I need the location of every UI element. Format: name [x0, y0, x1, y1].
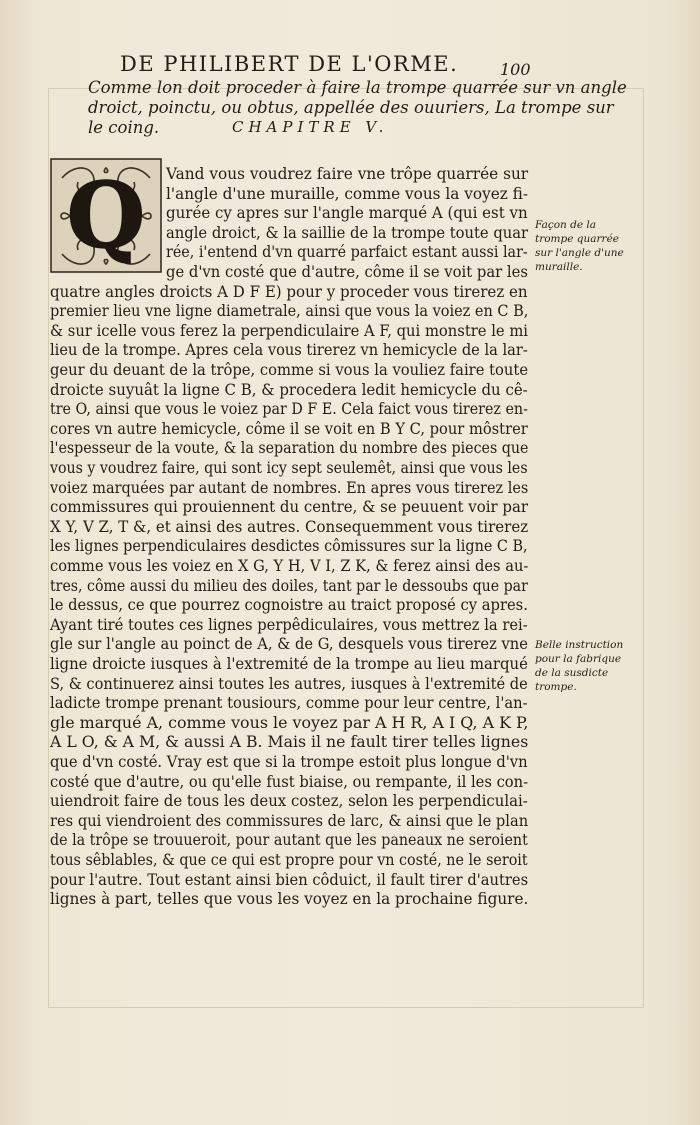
body-line: lignes à part, telles que vous les voyez en la prochaine figure.: [50, 889, 529, 909]
margin-note: Belle instruction pour la fabrique de la susdicte trompe.: [535, 639, 624, 693]
body-line: rée, i'entend d'vn quarré parfaict estant aussi lar-: [166, 242, 528, 262]
body-line: angle droict, & la saillie de la trompe toute quar: [166, 222, 529, 242]
chapter-heading-line: droict, poinctu, ou obtus, appellée des ouuriers, La trompe sur: [88, 98, 614, 117]
chapter-heading-line: le coing.: [88, 118, 160, 137]
body-line: comme vous les voiez en X G, Y H, V I, Z K, & ferez ainsi des au-: [50, 556, 529, 575]
body-line: tous sêblables, & que ce qui est propre pour vn costé, ne le seroit: [50, 850, 528, 869]
body-line: costé que d'autre, ou qu'elle fust biaise, ou rempante, il les con-: [50, 771, 529, 791]
body-line: quatre angles droicts A D F E) pour y proceder vous tirerez en: [50, 281, 528, 301]
body-line: gle marqué A, comme vous le voyez par A H R, A I Q, A K P,: [50, 712, 529, 732]
body-line: Vand vous voudrez faire vne trôpe quarrée sur: [166, 164, 529, 183]
body-line: ladicte trompe prenant tousiours, comme pour leur centre, l'an-: [50, 693, 528, 713]
body-line: ge d'vn costé que d'autre, côme il se voit par les: [166, 262, 528, 281]
body-line: gurée cy apres sur l'angle marqué A (qui est vn: [166, 203, 528, 223]
body-line: de la trôpe se trouueroit, pour autant que les paneaux ne seroient: [50, 830, 528, 850]
body-line: premier lieu vne ligne diametrale, ainsi que vous la voiez en C B,: [50, 301, 529, 321]
body-line: l'angle d'une muraille, comme vous la voyez fi-: [166, 183, 529, 203]
margin-note: Façon de la trompe quarrée sur l'angle d'une muraille.: [535, 219, 624, 273]
chapter-number: CHAPITRE V.: [232, 118, 389, 136]
body-line: le dessus, ce que pourrez cognoistre au traict proposé cy apres.: [50, 595, 528, 615]
body-line: ligne droicte iusques à l'extremité de la trompe au lieu marqué: [50, 654, 528, 673]
floral-ornament-icon: [50, 158, 162, 273]
body-line: X Y, V Z, T &, et ainsi des autres. Consequemment vous tirerez: [50, 516, 529, 536]
body-line: vous y voudrez faire, qui sont icy sept seulemêt, ainsi que vous les: [50, 458, 528, 477]
body-line: S, & continuerez ainsi toutes les autres, iusques à l'extremité de: [50, 673, 528, 693]
drop-cap-letter: Q: [66, 163, 146, 269]
body-line: les lignes perpendiculaires desdictes cômissures sur la ligne C B,: [50, 536, 528, 556]
running-head: DE PHILIBERT DE L'ORME.: [120, 52, 459, 76]
body-line: l'espesseur de la voute, & la separation du nombre des pieces que: [50, 438, 529, 458]
body-line: res qui viendroient des commissures de larc, & ainsi que le plan: [50, 810, 529, 830]
body-line: geur du deuant de la trôpe, comme si vous la vouliez faire toute: [50, 360, 529, 379]
body-line: que d'vn costé. Vray est que si la trompe estoit plus longue d'vn: [50, 752, 528, 771]
body-line: pour l'autre. Tout estant ainsi bien côduict, il fault tirer d'autres: [50, 869, 529, 889]
body-line: droicte suyuât la ligne C B, & procedera ledit hemicycle du cê-: [50, 379, 528, 399]
body-line: tres, côme aussi du milieu des doiles, tant par le dessoubs que par: [50, 575, 528, 595]
body-line: gle sur l'angle au poinct de A, & de G, desquels vous tirerez vne: [50, 634, 528, 654]
body-line: cores vn autre hemicycle, côme il se voit en B Y C, pour môstrer: [50, 418, 528, 438]
body-line: A L O, & A M, & aussi A B. Mais il ne fault tirer telles lignes: [50, 732, 529, 752]
chapter-heading-line: Comme lon doit proceder à faire la trompe quarrée sur vn angle: [88, 78, 627, 97]
body-line: Ayant tiré toutes ces lignes perpêdiculaires, vous mettrez la rei-: [50, 614, 528, 634]
body-line: commissures qui prouiennent du centre, & se peuuent voir par: [50, 497, 528, 517]
body-line: voiez marquées par autant de nombres. En apres vous tirerez les: [50, 477, 529, 497]
body-line: tre O, ainsi que vous le voiez par D F E. Cela faict vous tirerez en-: [50, 399, 528, 419]
page-number: 100: [500, 60, 531, 79]
body-line: & sur icelle vous ferez la perpendiculaire A F, qui monstre le mi: [50, 320, 529, 340]
body-line: lieu de la trompe. Apres cela vous tirerez vn hemicycle de la lar-: [50, 340, 528, 360]
body-line: uiendroit faire de tous les deux costez, selon les perpendiculai-: [50, 791, 528, 811]
